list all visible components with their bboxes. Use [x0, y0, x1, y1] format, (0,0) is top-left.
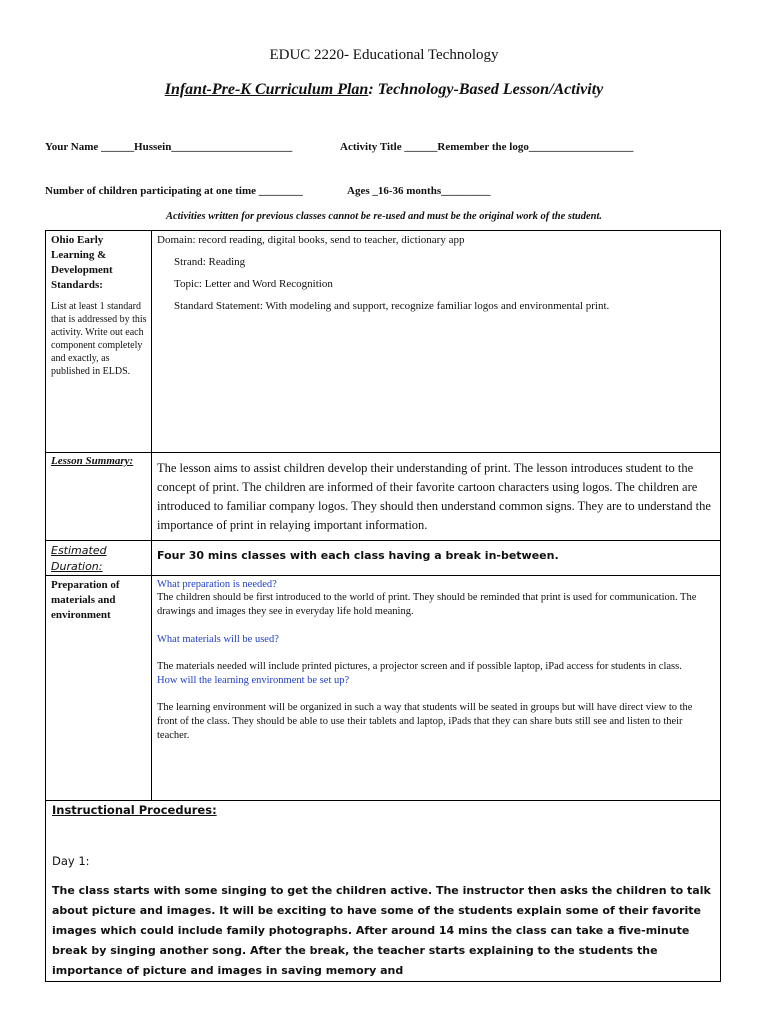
preparation-content-cell	[152, 576, 721, 801]
environment-answer: The learning environment will be organized in such a way that students will be seated in groups but will have direct view to the front of the class. They should be able to use their tablets and laptop, iPads that they can share buts still see and listen to their teacher.	[157, 702, 693, 741]
name-label: Your Name	[45, 141, 99, 153]
plan-title-sub: : Technology-Based Lesson/Activity	[368, 81, 604, 98]
summary-content-cell	[152, 453, 721, 541]
originality-notice: Activities written for previous classes cannot be re-used and must be the original work of the student.	[165, 211, 603, 222]
duration-row	[46, 541, 721, 576]
plan-title-main: Infant-Pre-K Curriculum Plan	[164, 81, 369, 98]
activity-title-label: Activity Title	[340, 141, 402, 153]
plan-title	[0, 81, 768, 99]
duration-text: Four 30 mins classes with each class having a break in-between.	[157, 549, 559, 562]
children-count-value: ________	[256, 185, 303, 197]
summary-label: Lesson Summary:	[51, 455, 134, 467]
procedures-cell	[46, 801, 721, 982]
summary-label-cell	[46, 453, 152, 541]
name-field	[45, 141, 292, 153]
materials-question: What materials will be used?	[157, 634, 279, 645]
environment-question: How will the learning environment be set up?	[157, 675, 350, 686]
standards-note: List at least 1 standard that is addressed by this activity. Write out each component completely and exactly, as published in ELDS.	[51, 301, 147, 377]
standards-domain: Domain: record reading, digital books, send to teacher, dictionary app	[157, 234, 465, 246]
preparation-row	[46, 576, 721, 801]
standards-row	[46, 231, 721, 453]
activity-title-value: ______Remember the logo___________________	[401, 141, 634, 153]
procedures-row	[46, 801, 721, 982]
children-count-label: Number of children participating at one time	[45, 185, 257, 197]
standards-statement: Standard Statement: With modeling and support, recognize familiar logos and environmental print.	[174, 300, 610, 312]
duration-label-cell	[46, 541, 152, 576]
preparation-question: What preparation is needed?	[157, 579, 277, 590]
standards-label-cell	[46, 231, 152, 453]
curriculum-plan-table	[45, 230, 721, 982]
summary-text: The lesson aims to assist children develop their understanding of print. The lesson introduces student to the concept of print. The children are informed of their favorite cartoon characters using logos. The children are introduced to familiar company logos. They should then understand common signs. They are to understand the importance of print in relaying important information.	[157, 461, 711, 532]
day-1-text: The class starts with some singing to get the children active. The instructor then asks the children to talk about picture and images. It will be exciting to have some of the students explain some of their favorite images which could include family photographs. After around 14 mins the class can take a five-minute break by singing another song. After the break, the teacher starts explaining to the students the importance of picture and images in saving memory and	[52, 884, 711, 977]
standards-label: Ohio Early Learning & Development Standards:	[51, 234, 113, 291]
materials-answer: The materials needed will include printed pictures, a projector screen and if possible laptop, iPad access for students in class.	[157, 661, 682, 672]
ages-value: _16-36 months_________	[369, 185, 491, 197]
activity-title-field	[340, 141, 633, 153]
preparation-answer: The children should be first introduced to the world of print. They should be reminded that print is used for communication. The drawings and images they see in everyday life hold meaning.	[157, 592, 697, 617]
duration-label: Estimated Duration:	[51, 544, 107, 573]
procedures-label: Instructional Procedures:	[52, 803, 217, 817]
ages-field	[347, 185, 491, 197]
ages-label: Ages	[347, 185, 370, 197]
course-title: EDUC 2220- Educational Technology	[269, 47, 499, 63]
day-1-heading: Day 1:	[52, 854, 90, 868]
name-value: ______Hussein______________________	[98, 141, 293, 153]
standards-topic: Topic: Letter and Word Recognition	[174, 278, 333, 290]
preparation-label-cell	[46, 576, 152, 801]
preparation-label: Preparation of materials and environment	[51, 579, 120, 621]
standards-strand: Strand: Reading	[174, 256, 246, 268]
children-count-field	[45, 185, 303, 197]
summary-row	[46, 453, 721, 541]
duration-content-cell	[152, 541, 721, 576]
standards-content-cell	[152, 231, 721, 453]
